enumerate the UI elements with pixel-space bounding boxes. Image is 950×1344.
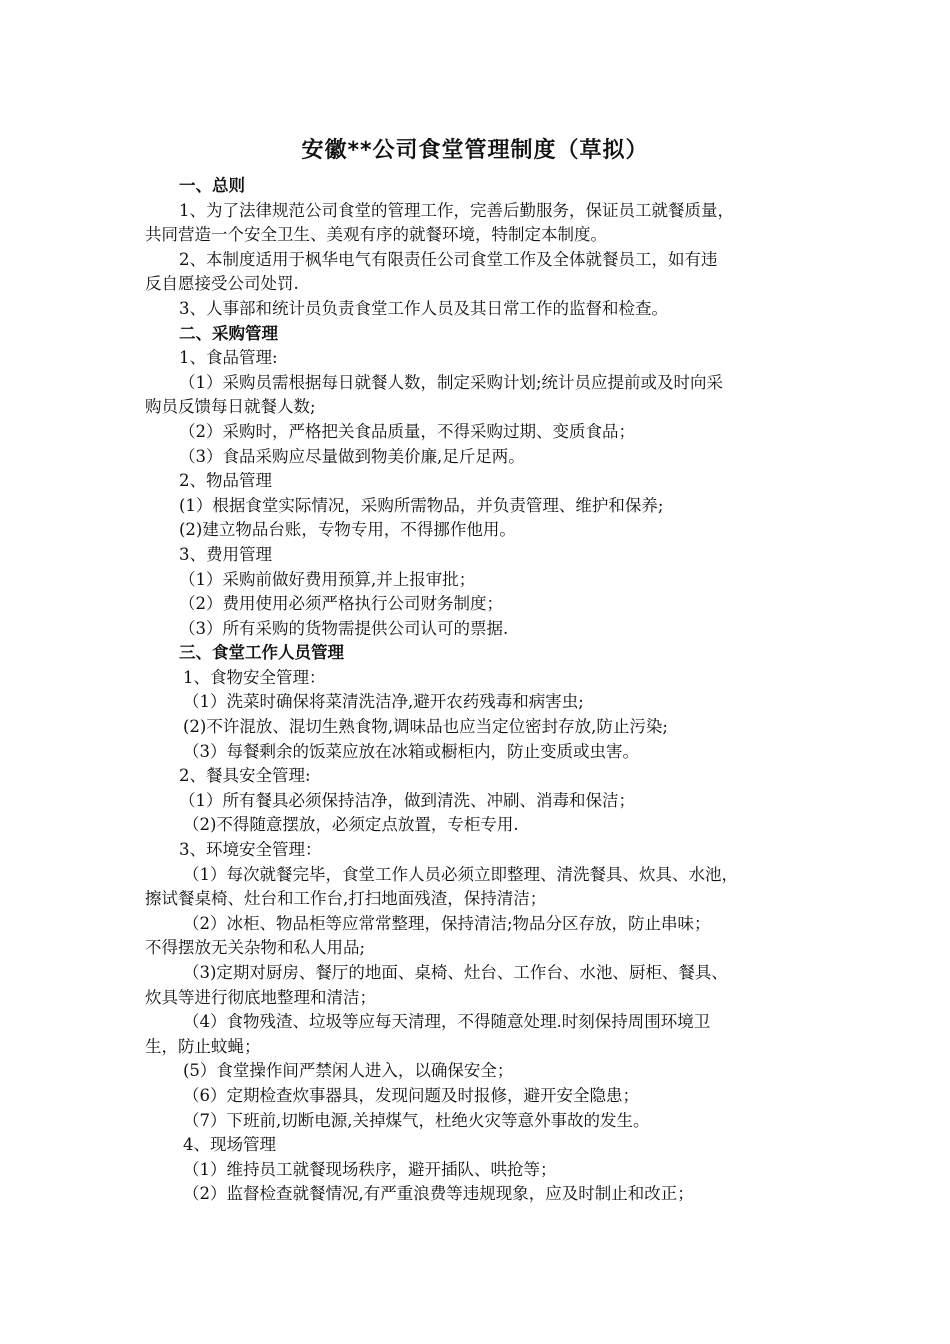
paragraph-line: 2、本制度适用于枫华电气有限责任公司食堂工作及全体就餐员工，如有违: [179, 249, 718, 269]
paragraph-line: （2)不得随意摆放，必须定点放置，专柜专用.: [183, 815, 519, 835]
section-heading: 二、采购管理: [179, 323, 278, 343]
paragraph-line: 生，防止蚊蝇；: [145, 1036, 261, 1056]
paragraph-line: 4、现场管理: [183, 1135, 276, 1155]
document-body: [145, 174, 825, 1207]
paragraph-line: （6）定期检查炊事器具，发现问题及时报修，避开安全隐患；: [183, 1085, 639, 1105]
paragraph-line: （1）洗菜时确保将菜清洗洁净,避开农药残毒和病害虫;: [183, 692, 584, 712]
section-heading: 一、总则: [179, 176, 245, 195]
paragraph-line: （2）冰柜、物品柜等应常常整理，保持清洁;物品分区存放，防止串味；: [183, 913, 711, 933]
paragraph-line: （4）食物残渣、垃圾等应每天清理，不得随意处理.时刻保持周围环境卫: [183, 1012, 711, 1032]
paragraph-line: 炊具等进行彻底地整理和清洁；: [145, 987, 376, 1007]
paragraph-line: 不得摆放无关杂物和私人用品;: [145, 938, 366, 958]
paragraph-line: 反自愿接受公司处罚.: [145, 274, 299, 294]
paragraph-line: 3、费用管理: [179, 544, 272, 564]
paragraph-line: (2)建立物品台账，专物专用，不得挪作他用。: [179, 520, 516, 540]
paragraph-line: （7）下班前,切断电源,关掉煤气，杜绝火灾等意外事故的发生。: [183, 1110, 650, 1130]
paragraph-line: 擦试餐桌椅、灶台和工作台,打扫地面残渣，保持清洁；: [145, 889, 547, 909]
paragraph-line: （2）监督检查就餐情况,有严重浪费等违规现象，应及时制止和改正；: [183, 1184, 694, 1204]
paragraph-line: （1）维持员工就餐现场秩序，避开插队、哄抢等；: [183, 1159, 557, 1179]
paragraph-line: 3、环境安全管理：: [179, 840, 322, 860]
paragraph-line: （3）每餐剩余的饭菜应放在冰箱或橱柜内，防止变质或虫害。: [183, 741, 639, 761]
paragraph-line: (2)不许混放、混切生熟食物,调味品也应当定位密封存放,防止污染;: [183, 717, 668, 737]
paragraph-line: 2、餐具安全管理:: [179, 766, 311, 786]
paragraph-line: （1）采购员需根据每日就餐人数，制定采购计划;统计员应提前或及时向采: [179, 372, 724, 392]
paragraph-line: (5）食堂操作间严禁闲人进入，以确保安全；: [183, 1061, 514, 1081]
paragraph-line: （1）每次就餐完毕，食堂工作人员必须立即整理、清洗餐具、炊具、水池，: [183, 864, 738, 884]
paragraph-line: （1）采购前做好费用预算,并上报审批；: [179, 569, 476, 589]
paragraph-line: 3、人事部和统计员负责食堂工作人员及其日常工作的监督和检查。: [179, 298, 668, 318]
section-heading: 三、食堂工作人员管理: [179, 643, 344, 663]
paragraph-line: 1、食物安全管理：: [183, 667, 326, 687]
paragraph-line: （3）所有采购的货物需提供公司认可的票据.: [179, 618, 509, 638]
paragraph-line: （3)定期对厨房、餐厅的地面、桌椅、灶台、工作台、水池、厨柜、餐具、: [183, 963, 728, 982]
paragraph-line: (1）根据食堂实际情况，采购所需物品，并负责管理、维护和保养;: [179, 495, 664, 515]
paragraph-line: 共同营造一个安全卫生、美观有序的就餐环境，特制定本制度。: [145, 225, 607, 245]
document-title: 安徽**公司食堂管理制度（草拟）: [301, 138, 649, 163]
paragraph-line: 2、物品管理: [179, 471, 272, 491]
paragraph-line: （1）所有餐具必须保持洁净，做到清洗、冲刷、消毒和保洁；: [179, 790, 635, 810]
paragraph-line: 购员反馈每日就餐人数;: [145, 397, 316, 417]
paragraph-line: 1、食品管理:: [179, 348, 278, 368]
paragraph-line: （2）费用使用必须严格执行公司财务制度；: [179, 594, 503, 614]
paragraph-line: （3）食品采购应尽量做到物美价廉,足斤足两。: [179, 446, 525, 466]
paragraph-line: 1、为了法律规范公司食堂的管理工作，完善后勤服务，保证员工就餐质量，: [179, 200, 734, 220]
paragraph-line: （2）采购时，严格把关食品质量，不得采购过期、变质食品；: [179, 421, 635, 441]
